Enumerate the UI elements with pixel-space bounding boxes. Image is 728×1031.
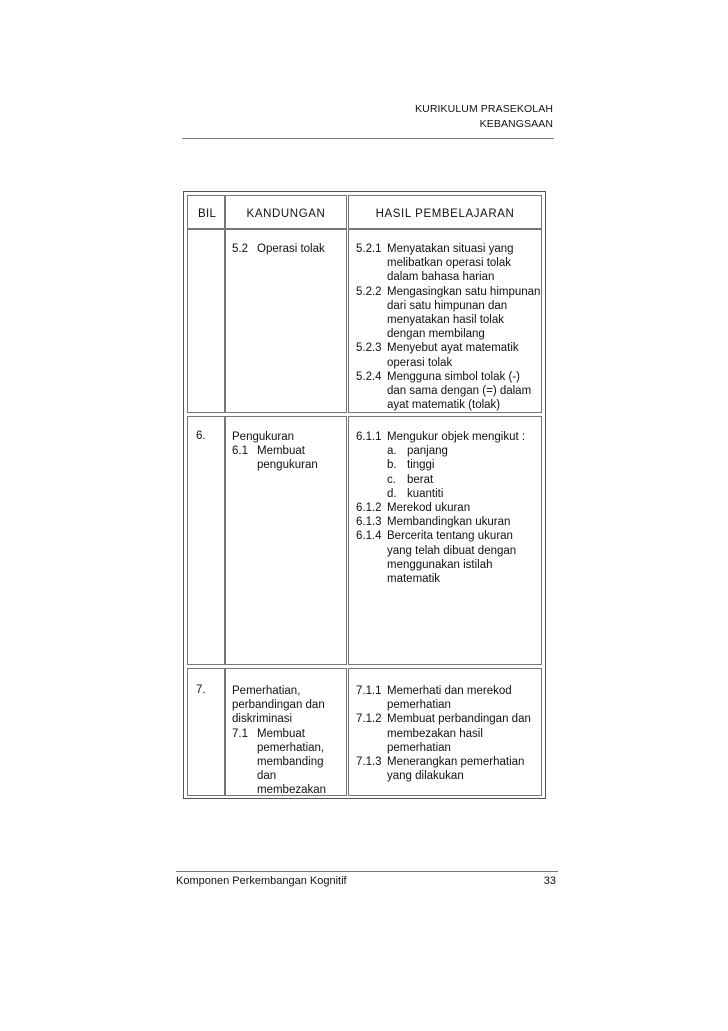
hasil-item: 5.2.4 Mengguna simbol tolak (-) dan sama dengan (=) dalam ayat matematik (tolak) <box>356 370 532 412</box>
col-header-bil: BIL <box>187 195 225 229</box>
row1-kandungan-cell <box>225 229 347 413</box>
row3-kandungan <box>232 684 330 798</box>
kandungan-item: 7.1 Membuat pemerhatian, membanding dan membezakan <box>232 727 327 797</box>
hasil-item: 6.1.4 Bercerita tentang ukuran yang telah dibuat dengan menggunakan istilah matematik <box>356 530 517 586</box>
sublist-item: c. berat <box>387 473 434 486</box>
row1-hasil <box>356 242 541 412</box>
hasil-item: 7.1.1 Memerhati dan merekod pemerhatian <box>356 685 512 712</box>
hasil-item: 6.1.2 Merekod ukuran <box>356 502 471 515</box>
hasil-item: 5.2.2 Mengasingkan satu himpunan dari satu himpunan dan menyatakan hasil tolak dengan membilang <box>356 285 541 341</box>
col-header-kandungan: KANDUNGAN <box>225 195 347 229</box>
row1-kandungan <box>232 242 342 256</box>
row2-bil: 6. <box>196 430 206 442</box>
footer-title: Komponen Perkembangan Kognitif <box>176 875 347 887</box>
row3-bil-cell <box>187 668 225 796</box>
kandungan-title: Pemerhatian, perbandingan dan diskriminasi <box>232 685 325 726</box>
row2-hasil <box>356 430 541 586</box>
row1-bil-cell <box>187 229 225 413</box>
hasil-item: 6.1.1 Mengukur objek mengikut : a. panjang b. tinggi c. berat d. kuantiti <box>356 430 541 501</box>
row3-hasil <box>356 684 541 783</box>
curriculum-table <box>183 191 546 799</box>
kandungan-item: 6.1 Membuat pengukuran <box>232 445 318 472</box>
footer-divider <box>176 871 558 872</box>
sublist-item: a. panjang <box>387 445 448 458</box>
hasil-item: 5.2.1 Menyatakan situasi yang melibatkan operasi tolak dalam bahasa harian <box>356 243 514 284</box>
measure-sublist <box>387 444 541 501</box>
header-line-1: KURIKULUM PRASEKOLAH <box>415 103 553 115</box>
hasil-item: 7.1.3 Menerangkan pemerhatian yang dilakukan <box>356 756 525 783</box>
header-divider <box>182 138 554 139</box>
kandungan-title: Pengukuran <box>232 431 295 443</box>
header-line-2: KEBANGSAAN <box>479 118 553 130</box>
col-header-hasil: HASIL PEMBELAJARAN <box>348 195 542 229</box>
sublist-item: d. kuantiti <box>387 487 444 500</box>
page-number: 33 <box>543 875 556 887</box>
hasil-item: 5.2.3 Menyebut ayat matematik operasi tolak <box>356 342 519 369</box>
page-header <box>415 102 553 132</box>
row2-kandungan <box>232 430 340 473</box>
hasil-item: 6.1.3 Membandingkan ukuran <box>356 516 511 529</box>
kandungan-item: 5.2 Operasi tolak <box>232 243 325 255</box>
sublist-item: b. tinggi <box>387 459 435 472</box>
row2-bil-cell <box>187 416 225 665</box>
row3-bil: 7. <box>196 684 206 696</box>
hasil-item: 7.1.2 Membuat perbandingan dan membezakan hasil pemerhatian <box>356 713 531 754</box>
